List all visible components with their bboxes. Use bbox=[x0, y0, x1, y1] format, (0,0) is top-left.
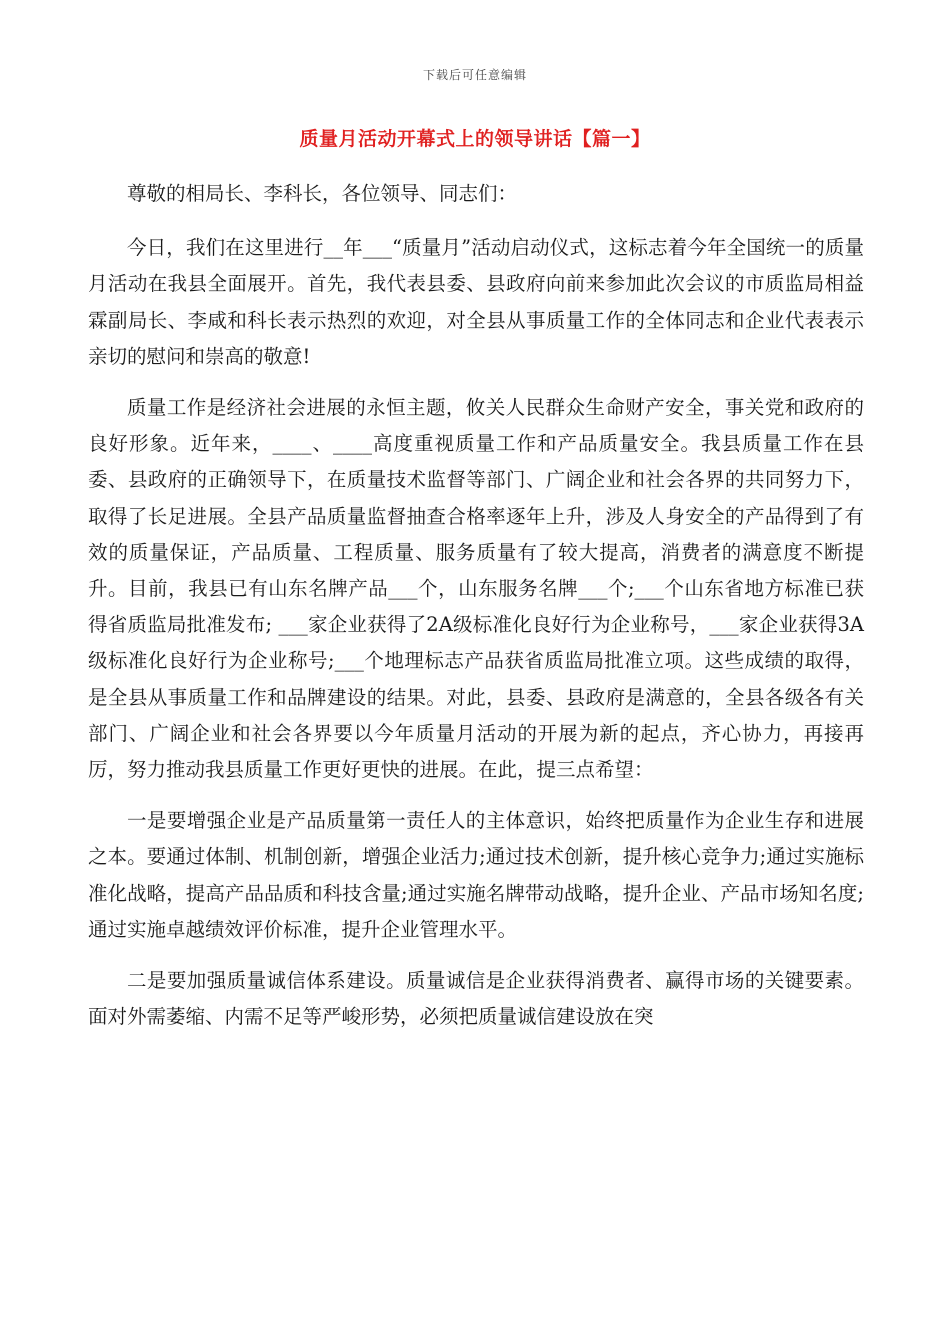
header-note: 下载后可任意编辑 bbox=[422, 68, 527, 82]
document-body bbox=[88, 176, 864, 1050]
opening-paragraph: 今日，我们在这里进行__年___“质量月”活动启动仪式，这标志着今年全国统一的质量月活动在我县全面展开。首先，我代表县委、县政府向前来参加此次会议的市质监局相益霖副局长、李咸和科长表示热烈的欢迎，对全县从事质量工作的全体同志和企业代表表示亲切的慰问和崇高的敬意! bbox=[88, 236, 864, 368]
hope-one-paragraph: 一是要增强企业是产品质量第一责任人的主体意识，始终把质量作为企业生存和进展之本。要通过体制、机制创新，增强企业活力;通过技术创新，提升核心竞争力;通过实施标准化战略，提高产品品质和科技含量;通过实施名牌带动战略，提升企业、产品市场知名度;通过实施卓越绩效评价标准，提升企业管理水平。 bbox=[88, 809, 864, 941]
document-title: 质量月活动开幕式上的领导讲话【篇一】 bbox=[299, 128, 651, 150]
hope-two-paragraph: 二是要加强质量诚信体系建设。质量诚信是企业获得消费者、赢得市场的关键要素。面对外需萎缩、内需不足等严峻形势，必须把质量诚信建设放在突 bbox=[88, 969, 864, 1029]
achievements-paragraph: 质量工作是经济社会进展的永恒主题，攸关人民群众生命财产安全，事关党和政府的良好形象。近年来，____、____高度重视质量工作和产品质量安全。我县质量工作在县委、县政府的正确领导下，在质量技术监督等部门、广阔企业和社会各界的共同努力下，取得了长足进展。全县产品质量监督抽查合格率逐年上升，涉及人身安全的产品得到了有效的质量保证，产品质量、工程质量、服务质量有了较大提高，消费者的满意度不断提升。目前，我县已有山东名牌产品___个，山东服务名牌___个;___个山东省地方标准已获得省质监局批准发布; ___家企业获得了2A级标准化良好行为企业称号，___家企业获得3A级标准化良好行为企业称号;___个地理标志产品获省质监局批准立项。这些成绩的取得，是全县从事质量工作和品牌建设的结果。对此，县委、县政府是满意的，全县各级各有关部门、广阔企业和社会各界要以今年质量月活动的开展为新的起点，齐心协力，再接再厉，努力推动我县质量工作更好更快的进展。在此，提三点希望： bbox=[88, 396, 864, 782]
salutation-paragraph: 尊敬的相局长、李科长，各位领导、同志们： bbox=[127, 182, 518, 205]
